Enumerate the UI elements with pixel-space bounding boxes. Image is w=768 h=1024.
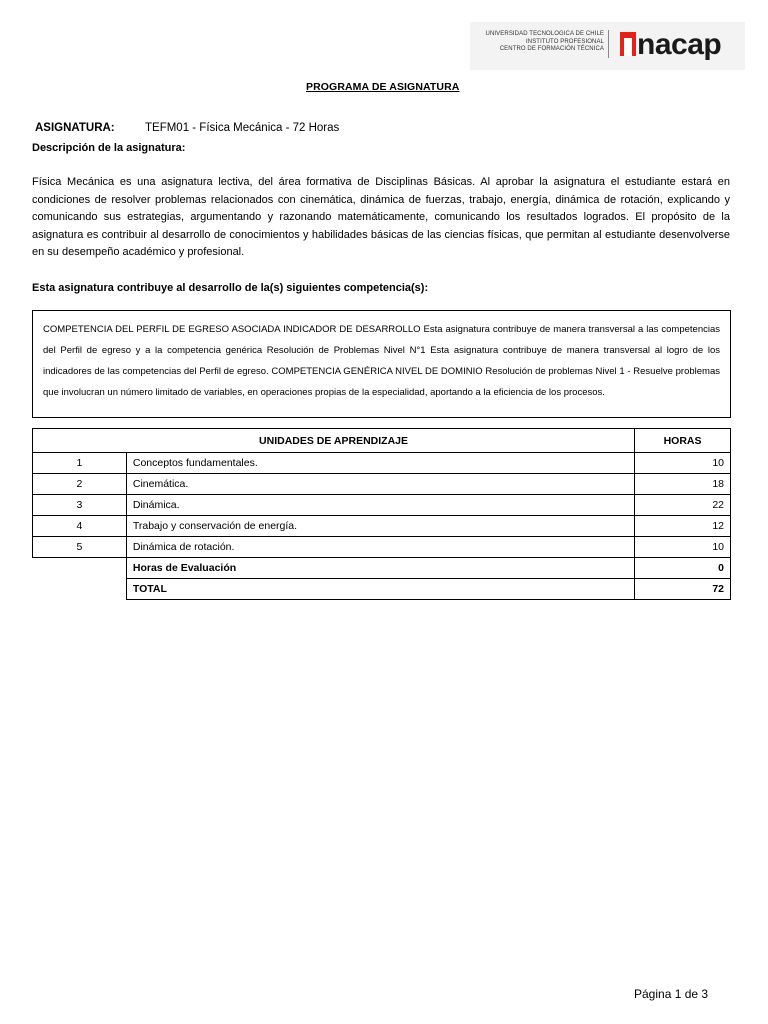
unit-number: 3: [33, 495, 127, 516]
table-row-evaluation: [33, 558, 731, 579]
unit-hours: 12: [635, 516, 731, 537]
institution-line: CENTRO DE FORMACIÓN TÉCNICA: [499, 46, 604, 52]
table-row-total: [33, 579, 731, 600]
total-hours: 72: [635, 579, 731, 600]
asignatura-value: TEFM01 - Física Mecánica - 72 Horas: [145, 122, 340, 134]
descripcion-label: Descripción de la asignatura:: [32, 142, 186, 154]
table-row: [33, 537, 731, 558]
institution-lines: [474, 31, 604, 54]
page-number: Página 1 de 3: [634, 987, 709, 1001]
eval-label: Horas de Evaluación: [126, 558, 634, 579]
unit-name: Dinámica de rotación.: [126, 537, 634, 558]
table-row: [33, 453, 731, 474]
unit-number: 1: [33, 453, 127, 474]
total-label: TOTAL: [126, 579, 634, 600]
header-hours: HORAS: [635, 429, 731, 453]
institution-line: INSTITUTO PROFESIONAL: [526, 38, 604, 45]
unit-hours: 22: [635, 495, 731, 516]
blank-cell: [33, 579, 127, 600]
unit-hours: 18: [635, 474, 731, 495]
institution-line: UNIVERSIDAD TECNOLOGICA DE CHILE: [485, 31, 604, 37]
table-row: [33, 474, 731, 495]
asignatura-label: ASIGNATURA:: [35, 122, 115, 134]
table-row: [33, 516, 731, 537]
header-units: UNIDADES DE APRENDIZAJE: [33, 429, 635, 453]
blank-cell: [33, 558, 127, 579]
unit-number: 5: [33, 537, 127, 558]
inacap-logo-text: nacap: [637, 28, 722, 61]
unit-hours: 10: [635, 537, 731, 558]
unit-hours: 10: [635, 453, 731, 474]
unit-name: Dinámica.: [126, 495, 634, 516]
unit-number: 4: [33, 516, 127, 537]
descripcion-text: Física Mecánica es una asignatura lectiva, del área formativa de Disciplinas Básicas. Al aprobar la asignatura el estudiante estará en condiciones de resolver problemas relacionados con cinemática, dinámica de fuerzas, trabajo, energía, dinámica de rotación, explicando y comunicando sus estrategias, argumentando y razonando matemáticamente, comunicando los resultados logrados. El propósito de la asignatura es contribuir al desarrollo de conocimientos y habilidades básicas de las ciencias físicas, que permitan al estudiante desenvolverse en su desempeño académico y profesional.: [32, 176, 730, 258]
unidades-table: [32, 428, 731, 600]
inacap-logo-icon: [620, 32, 636, 56]
page-title: PROGRAMA DE ASIGNATURA: [306, 81, 460, 93]
table-header-row: [33, 429, 731, 453]
unit-name: Conceptos fundamentales.: [126, 453, 634, 474]
unit-name: Cinemática.: [126, 474, 634, 495]
unit-name: Trabajo y conservación de energía.: [126, 516, 634, 537]
competencias-box: [32, 310, 731, 418]
competencias-label: Esta asignatura contribuye al desarrollo de la(s) siguientes competencia(s):: [32, 282, 429, 294]
eval-hours: 0: [635, 558, 731, 579]
competencias-text: COMPETENCIA DEL PERFIL DE EGRESO ASOCIADA INDICADOR DE DESARROLLO Esta asignatura contribuye de manera transversal a las competencias del Perfil de egreso y a la competencia genérica Resolución de Problemas Nivel N°1 Esta asignatura contribuye de manera transversal al logro de los indicadores de las competencias del Perfil de egreso. COMPETENCIA GENÉRICA NIVEL DE DOMINIO Resolución de problemas Nivel 1 - Resuelve problemas que involucran un número limitado de variables, en operaciones propias de la especialidad, aportando a la eficiencia de los procesos.: [43, 324, 720, 398]
table-row: [33, 495, 731, 516]
header-divider: [608, 30, 609, 58]
unit-number: 2: [33, 474, 127, 495]
